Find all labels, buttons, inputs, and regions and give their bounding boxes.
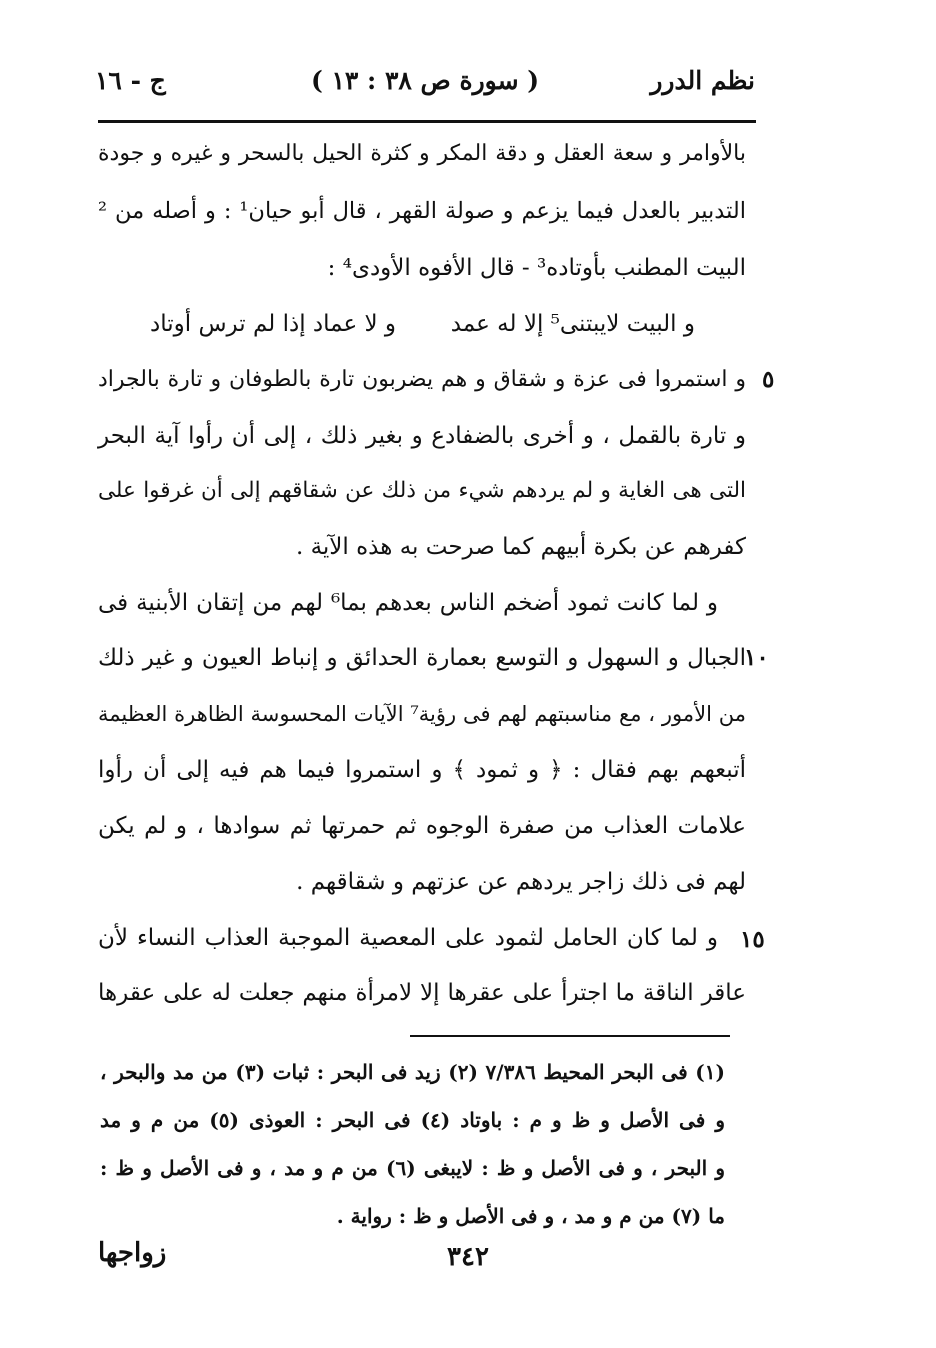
text-line: و استمروا فى عزة و شقاق و هم يضربون تارة بالطوفان و تارة بالجراد: [98, 367, 746, 392]
text-line: التدبير بالعدل فيما يزعم و صولة القهر ، قال أبو حيان¹ : و أصله من ²: [98, 198, 746, 224]
footnote-line: (١) فى البحر المحيط ٧/٣٨٦ (٢) زيد فى البحر : ثبات (٣) من مد والبحر ،: [100, 1060, 725, 1084]
line-number: ٥: [762, 366, 775, 393]
line-number: ١٠: [744, 644, 769, 671]
text-line: كفرهم عن بكرة أبيهم كما صرحت به هذه الآية .: [295, 534, 746, 560]
volume-number: ج - ١٦: [95, 66, 166, 95]
page-number: ٣٤٢: [447, 1242, 489, 1272]
text-line: و لما كانت ثمود أضخم الناس بعدهم بما⁶ لهم من إتقان الأبنية فى: [98, 590, 718, 616]
verse-hemistich-first: و البيت لايبتنى⁵ إلا له عمد: [450, 311, 695, 337]
running-header: [95, 66, 755, 110]
footnote-rule: [410, 1035, 730, 1037]
text-line: من الأمور ، مع مناسبتهم لهم فى رؤية⁷ الآيات المحسوسة الظاهرة العظيمة: [98, 702, 746, 726]
text-line: و تارة بالقمل ، و أخرى بالضفادع و بغير ذلك ، إلى أن رأوا آية البحر: [98, 423, 746, 449]
header-rule: [98, 120, 756, 123]
text-line: الجبال و السهول و التوسع بعمارة الحدائق و إنباط العيون و غير ذلك: [98, 645, 746, 671]
text-line: لهم فى ذلك زاجر يردهم عن عزتهم و شقاقهم .: [296, 869, 746, 895]
text-line: التى هى الغاية و لم يردهم شيء من ذلك عن شقاقهم إلى أن غرقوا على: [98, 478, 746, 503]
footnote-line: و فى الأصل و ظ و م : باوتاد (٤) فى البحر : العوذى (٥) من م و مد: [100, 1108, 725, 1132]
line-number: ١٥: [740, 926, 765, 953]
text-line: بالأوامر و سعة العقل و دقة المكر و كثرة الحيل بالسحر و غيره و جودة: [98, 141, 746, 166]
text-line: عاقر الناقة ما اجترأ على عقرها إلا لامرأة منهم جعلت له على عقرها: [98, 980, 746, 1006]
book-title: نظم الدرر: [650, 66, 755, 95]
catchword: زواجها: [98, 1238, 167, 1268]
surah-reference: ( سورة ص ٣٨ : ١٣ ): [310, 66, 540, 95]
text-line: علامات العذاب من صفرة الوجوه ثم حمرتها ثم سوادها ، و لم يكن: [98, 813, 746, 839]
text-line: و لما كان الحامل لثمود على المعصية الموجبة العذاب النساء لأن: [98, 925, 718, 951]
text-line: البيت المطنب بأوتاده³ - قال الأفوه الأودى⁴ :: [327, 255, 746, 281]
text-line: أتبعهم بهم فقال : ﴿ و ثمود ﴾ و استمروا فيما هم فيه إلى أن رأوا: [98, 757, 746, 783]
verse-hemistich-second: و لا عماد إذا لم ترس أوتاد: [150, 311, 397, 337]
footnote-line: ما (٧) من م و مد ، و فى الأصل و ظ : رواية .: [336, 1204, 725, 1228]
footnote-line: و البحر ، و فى الأصل و ظ : لايبغى (٦) من م و مد ، و فى الأصل و ظ :: [100, 1156, 725, 1180]
